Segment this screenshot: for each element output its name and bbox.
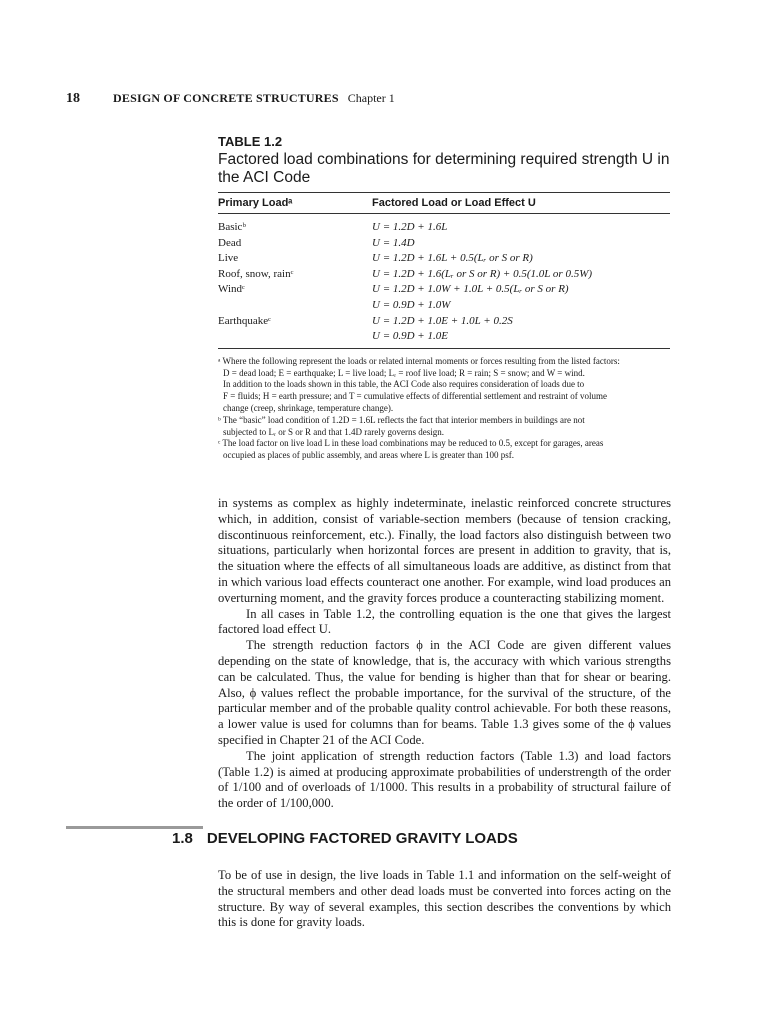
table-bottom-rule (218, 348, 670, 349)
load-cell: Windᶜ (218, 283, 245, 296)
footnote-line: occupied as places of public assembly, and areas where L is greater than 100 psf. (223, 450, 514, 461)
footnote-line: subjected to Lᵣ or S or R and that 1.4D rarely governs design. (223, 426, 445, 437)
load-cell: Dead (218, 236, 242, 249)
table-row (218, 282, 670, 298)
table-row (218, 298, 670, 314)
section-heading (172, 830, 518, 847)
effect-cell: U = 1.2D + 1.6L (372, 221, 448, 233)
load-cell (218, 298, 372, 314)
body-text (218, 496, 671, 812)
column-header-factored-load: Factored Load or Load Effect U (372, 197, 536, 209)
footnote-line: change (creep, shrinkage, temperature change). (223, 402, 394, 413)
section-number: 1.8 (172, 830, 193, 847)
load-cell: Basicᵇ (218, 221, 246, 233)
effect-cell: U = 1.2D + 1.0E + 1.0L + 0.2S (372, 314, 513, 327)
paragraph: The joint application of strength reduction factors (Table 1.3) and load factors (Table 1.2) is aimed at producing approximate probabilities of understrength of the order of 1/100 and of overloads of 1/1000. This results in a probability of structural failure of the order of 1/100,000. (218, 748, 671, 811)
effect-cell: U = 0.9D + 1.0E (372, 330, 448, 343)
section-text: To be of use in design, the live loads in Table 1.1 and information on the self-weight of the structural members and other dead loads must be converted into forces acting on the structure. By way of several examples, this section describes the conventions by which this is done for gravity loads. (218, 868, 671, 930)
load-combinations-table (218, 134, 670, 462)
table-row (218, 329, 670, 345)
table-title: Factored load combinations for determining required strength U in the ACI Code (218, 151, 670, 186)
footnote-line: ᵇ The “basic” load condition of 1.2D = 1.6L reflects the fact that interior members in buildings are not (218, 414, 585, 425)
column-header-primary-load: Primary Loadᵃ (218, 197, 293, 209)
footnote-line: D = dead load; E = earthquake; L = live load; Lᵣ = roof live load; R = rain; S = snow; and W = wind. (223, 367, 585, 378)
table-row (218, 314, 670, 330)
table-footnotes (218, 356, 670, 462)
effect-cell: U = 1.2D + 1.6L + 0.5(Lᵣ or S or R) (372, 252, 533, 265)
effect-cell: U = 1.2D + 1.0W + 1.0L + 0.5(Lᵣ or S or R) (372, 283, 569, 296)
section-rule (66, 826, 203, 829)
table-row (218, 236, 670, 252)
effect-cell: U = 1.4D (372, 236, 415, 249)
table-body (218, 214, 670, 348)
paragraph: The strength reduction factors ϕ in the ACI Code are given different values depending on the state of knowledge, that is, the accuracy with which various strengths can be calculated. Thus, the value for bending is higher than that for shear or bearing. Also, ϕ values reflect the probable importance, for the survival of the structure, of the particular member and of the probable quality control achievable. For both these reasons, a lower value is used for columns than for beams. Table 1.3 gives some of the ϕ values specified in Chapter 21 of the ACI Code. (218, 638, 671, 747)
load-cell (218, 329, 372, 345)
load-cell: Earthquakeᶜ (218, 314, 271, 327)
table-header-row (218, 193, 670, 213)
page-number: 18 (66, 91, 80, 106)
footnote-line: In addition to the loads shown in this table, the ACI Code also requires consideration of loads due to (223, 379, 585, 390)
paragraph: In all cases in Table 1.2, the controlling equation is the one that gives the largest factored load effect U. (218, 606, 671, 637)
effect-cell: U = 1.2D + 1.6(Lᵣ or S or R) + 0.5(1.0L or 0.5W) (372, 267, 593, 280)
paragraph: in systems as complex as highly indeterminate, inelastic reinforced concrete structures which, in addition, consist of variable-section members (because of tension cracking, discontinuous reinforcement, etc.). Finally, the load factors also distinguish between two situations, particularly when horizontal forces are present in addition to gravity, that is, the situation where the effects of all simultaneous loads are additive, as distinct from that in which various load effects counteract one another. For example, wind load produces an overturning moment, and the gravity forces produce a counteracting stabilizing moment. (218, 496, 671, 605)
table-row (218, 220, 670, 236)
footnote-line: ᵃ Where the following represent the loads or related internal moments or forces resulting from the listed factors: (218, 355, 620, 366)
section-title: DEVELOPING FACTORED GRAVITY LOADS (206, 830, 518, 847)
chapter-label: Chapter 1 (347, 91, 395, 105)
load-cell: Live (218, 252, 239, 265)
page-header (66, 91, 395, 107)
table-label: TABLE 1.2 (218, 134, 283, 149)
book-title: DESIGN OF CONCRETE STRUCTURES (113, 91, 339, 105)
footnote-line: ᶜ The load factor on live load L in these load combinations may be reduced to 0.5, except for garages, areas (218, 438, 604, 449)
footnote-line: F = fluids; H = earth pressure; and T = cumulative effects of differential settlement and restraint of volume (223, 391, 607, 402)
load-cell: Roof, snow, rainᶜ (218, 267, 294, 280)
effect-cell: U = 0.9D + 1.0W (372, 298, 451, 311)
table-row (218, 267, 670, 283)
table-row (218, 251, 670, 267)
